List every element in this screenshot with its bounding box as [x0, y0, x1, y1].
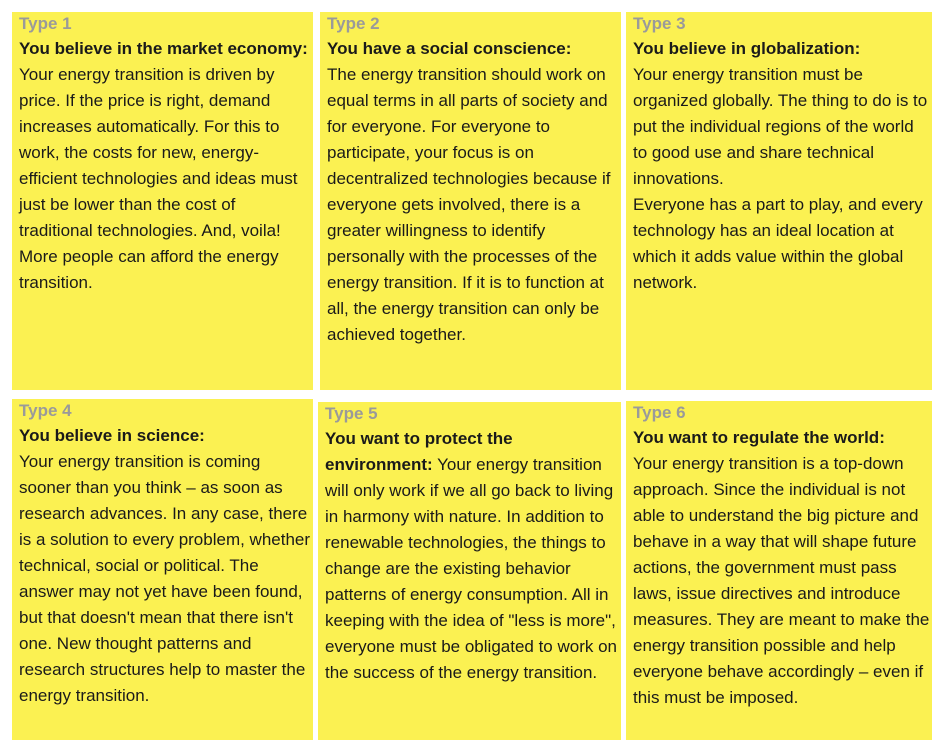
- type-label: Type 1: [19, 14, 72, 33]
- card-type-1: [12, 12, 313, 390]
- card-text: Everyone has a part to play, and every technology has an ideal location at which it adds value within the global network.: [633, 195, 923, 292]
- card-heading: You have a social conscience:: [327, 39, 572, 58]
- type-label: Type 2: [327, 14, 380, 33]
- card-heading: You believe in globalization:: [633, 39, 861, 58]
- card-type-5: [318, 402, 621, 740]
- type-label: Type 3: [633, 14, 686, 33]
- card-text: The energy transition should work on equal terms in all parts of society and for everyone. For everyone to participate, your focus is on decentralized technologies because if everyone gets involved, there is a greater willingness to identify personally with the processes of the energy transition. If it is to function at all, the energy transition can only be achieved together.: [327, 65, 611, 344]
- card-heading: You believe in science:: [19, 426, 205, 445]
- type-label: Type 5: [325, 404, 378, 423]
- card-text: Your energy transition is coming sooner than you think – as soon as research advances. In any case, there is a solution to every problem, whether technical, social or political. The answer may not yet have been found, but that doesn't mean that there isn't one. New thought patterns and research structures help to master the energy transition.: [19, 452, 311, 705]
- card-type-2: [320, 12, 621, 390]
- card-body: [325, 426, 621, 686]
- card-heading: You want to regulate the world:: [633, 428, 885, 447]
- card-text: Your energy transition must be organized globally. The thing to do is to put the individual regions of the world to good use and share technical innovations.: [633, 65, 928, 188]
- card-type-3: [626, 12, 932, 390]
- card-text: Your energy transition will only work if we all go back to living in harmony with nature. In addition to renewable technologies, the things to change are the existing behavior patterns of energy consumption. All in keeping with the idea of "less is more", everyone must be obligated to work on the success of the energy transition.: [325, 455, 618, 682]
- card-text: Your energy transition is a top-down approach. Since the individual is not able to understand the big picture and behave in a way that will shape future actions, the government must pass laws, issue directives and introduce measures. They are meant to make the energy transition possible and help everyone behave accordingly – even if this must be imposed.: [633, 454, 930, 707]
- card-type-6: [626, 401, 932, 740]
- card-body: [19, 36, 313, 296]
- card-heading: You believe in the market economy:: [19, 39, 308, 58]
- card-text: Your energy transition is driven by price. If the price is right, demand increases automatically. For this to work, the costs for new, energy-efficient technologies and ideas must just be lower than the cost of traditional technologies. And, voila! More people can afford the energy transition.: [19, 65, 298, 292]
- card-heading: You want to protect the environment:: [325, 429, 513, 474]
- type-label: Type 6: [633, 403, 686, 422]
- type-label: Type 4: [19, 401, 72, 420]
- card-type-4: [12, 399, 313, 740]
